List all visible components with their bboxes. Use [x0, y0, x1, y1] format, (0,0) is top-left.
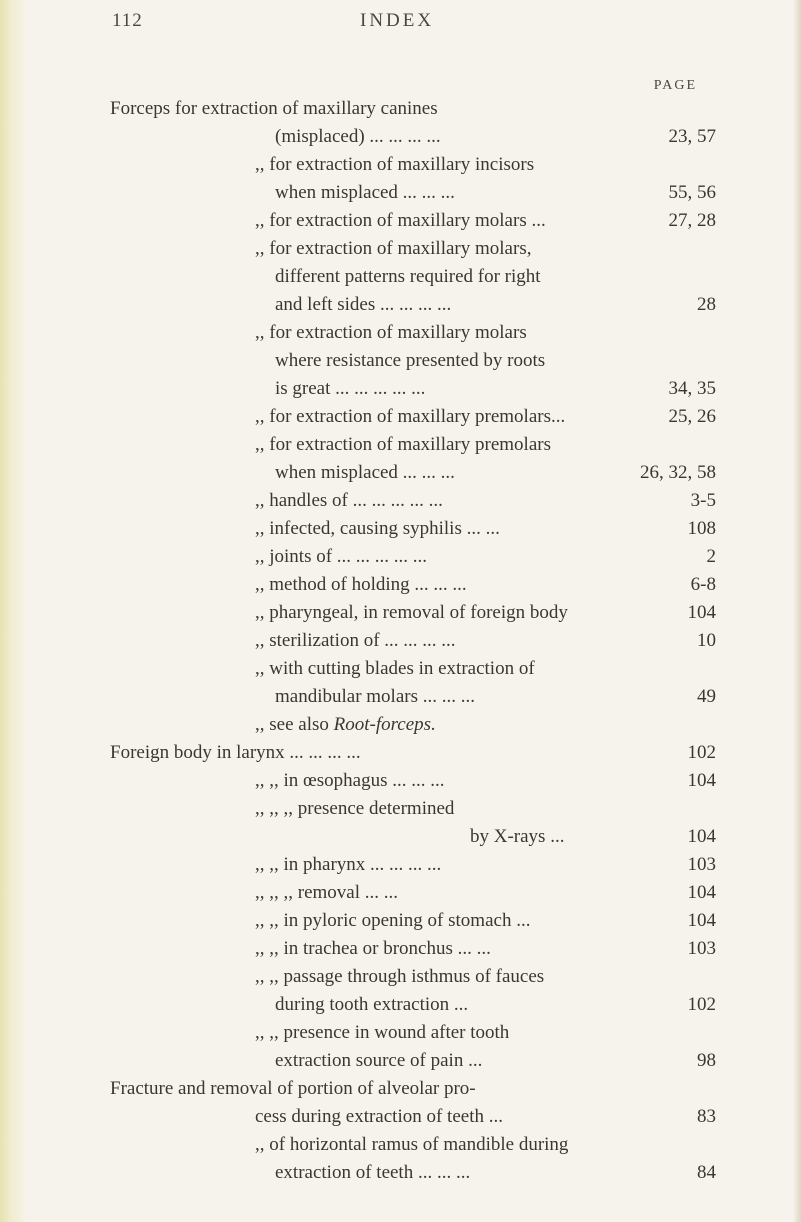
index-entry-text: is great ... ... ... ... ... [275, 378, 426, 399]
index-entry-text: ,, method of holding ... ... ... [255, 574, 467, 595]
index-entry-text: different patterns required for right [275, 266, 541, 287]
page-reference: 2 [706, 546, 716, 567]
index-entry-text: ,, ,, in œsophagus ... ... ... [255, 770, 445, 791]
page-reference: 104 [687, 882, 716, 903]
cross-reference: Root-forceps. [328, 714, 436, 735]
page-reference: 103 [687, 854, 716, 875]
index-entry-text: (misplaced) ... ... ... ... [275, 126, 441, 147]
index-entry-text: Foreign body in larynx ... ... ... ... [110, 742, 361, 763]
page-reference: 23, 57 [668, 126, 716, 147]
index-entry-text: when misplaced ... ... ... [275, 462, 455, 483]
index-entry-text: extraction source of pain ... [275, 1050, 483, 1071]
index-entry-text: ,, handles of ... ... ... ... ... [255, 490, 443, 511]
index-entry-text: ,, infected, causing syphilis ... ... [255, 518, 500, 539]
page-reference: 3-5 [690, 490, 716, 511]
page-reference: 28 [697, 294, 716, 315]
page-reference: 84 [697, 1162, 716, 1183]
page-reference: 108 [687, 518, 716, 539]
index-entry-text: ,, ,, ,, removal ... ... [255, 882, 399, 903]
page-reference: 102 [687, 994, 716, 1015]
index-entry-text: ,, for extraction of maxillary incisors [255, 154, 535, 175]
index-entry-text: ,, sterilization of ... ... ... ... [255, 630, 456, 651]
index-entry-text: cess during extraction of teeth ... [255, 1106, 503, 1127]
page-reference: 55, 56 [668, 182, 716, 203]
index-entry-text: during tooth extraction ... [275, 994, 469, 1015]
index-entry-text: Forceps for extraction of maxillary canines [110, 98, 438, 119]
index-entry-text: and left sides ... ... ... ... [275, 294, 452, 315]
index-entry-text: mandibular molars ... ... ... [275, 686, 475, 707]
page-reference: 98 [697, 1050, 716, 1071]
page-reference: 104 [687, 770, 716, 791]
page-column-label: PAGE [653, 78, 697, 93]
page-number: 112 [112, 10, 143, 31]
index-entry-text: ,, for extraction of maxillary premolars [255, 434, 551, 455]
index-entry-text: ,, ,, passage through isthmus of fauces [255, 966, 545, 987]
index-entry-text: where resistance presented by roots [275, 350, 546, 371]
index-entry-text: by X-rays ... [470, 826, 565, 847]
index-entry-text: ,, for extraction of maxillary molars, [255, 238, 532, 259]
index-entry-text: ,, for extraction of maxillary molars [255, 322, 527, 343]
page-reference: 27, 28 [668, 210, 716, 231]
index-entry-text: extraction of teeth ... ... ... [275, 1162, 471, 1183]
index-entry-text: ,, ,, ,, presence determined [255, 798, 455, 819]
index-entry-text: ,, of horizontal ramus of mandible during [255, 1134, 569, 1155]
index-entry-text: ,, ,, in pyloric opening of stomach ... [255, 910, 531, 931]
page-binding-edge [0, 0, 26, 1222]
page-reference: 34, 35 [668, 378, 716, 399]
index-entry-text: ,, for extraction of maxillary premolars... [255, 406, 566, 427]
index-entry-text: Fracture and removal of portion of alveolar pro- [110, 1078, 476, 1099]
page-reference: 10 [697, 630, 716, 651]
page-reference: 83 [697, 1106, 716, 1127]
page-outer-edge [793, 0, 801, 1222]
page-reference: 49 [697, 686, 716, 707]
page-reference: 25, 26 [668, 406, 716, 427]
index-entry-text: ,, ,, presence in wound after tooth [255, 1022, 510, 1043]
page-reference: 104 [687, 910, 716, 931]
index-entry-text: ,, with cutting blades in extraction of [255, 658, 535, 679]
page-reference: 26, 32, 58 [640, 462, 716, 483]
index-entry-text: ,, ,, in trachea or bronchus ... ... [255, 938, 491, 959]
index-entry-text: ,, ,, in pharynx ... ... ... ... [255, 854, 442, 875]
index-entry-text: when misplaced ... ... ... [275, 182, 455, 203]
index-entry-text: ,, for extraction of maxillary molars ... [255, 210, 546, 231]
page-reference: 104 [687, 826, 716, 847]
page-title: INDEX [360, 10, 435, 31]
index-entry-text: ,, see also Root-forceps. [255, 714, 436, 735]
page-reference: 104 [687, 602, 716, 623]
page-reference: 6-8 [690, 574, 716, 595]
index-entry-text: ,, pharyngeal, in removal of foreign body [255, 602, 568, 623]
index-entry-text: ,, joints of ... ... ... ... ... [255, 546, 428, 567]
page-reference: 102 [687, 742, 716, 763]
page-reference: 103 [687, 938, 716, 959]
